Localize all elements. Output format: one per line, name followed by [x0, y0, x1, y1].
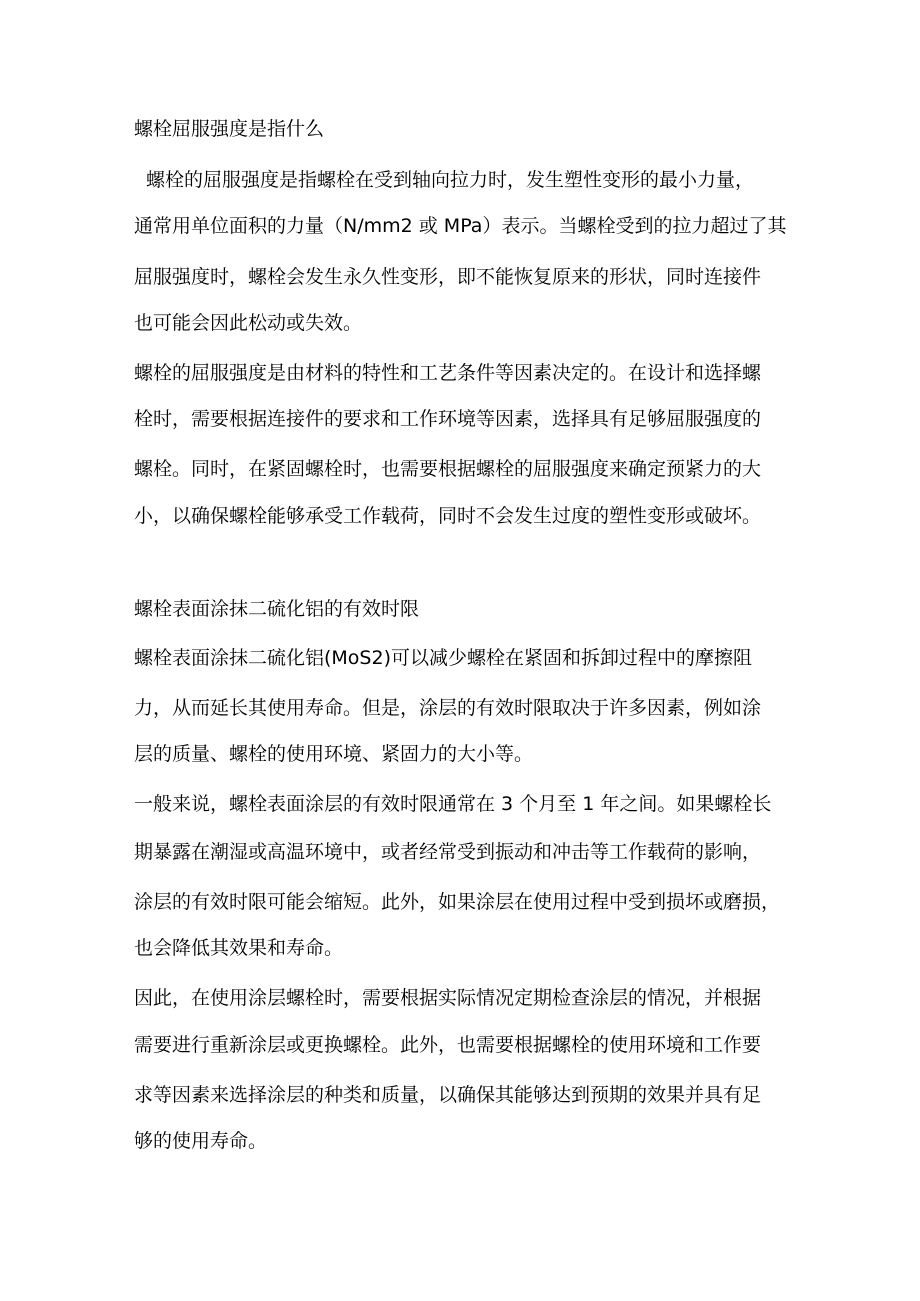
paragraph-line: 求等因素来选择涂层的种类和质量，以确保其能够达到预期的效果并具有足 [134, 1084, 762, 1106]
paragraph-line: 涂层的有效时限可能会缩短。此外，如果涂层在使用过程中受到损坏或磨损， [134, 891, 781, 913]
paragraph-line: 层的质量、螺栓的使用环境、紧固力的大小等。 [134, 743, 534, 765]
paragraph-line: 螺栓的屈服强度是指螺栓在受到轴向拉力时，发生塑性变形的最小力量， [146, 169, 755, 191]
paragraph-line: 力，从而延长其使用寿命。但是，涂层的有效时限取决于许多因素，例如涂 [134, 697, 762, 719]
paragraph-line: 小，以确保螺栓能够承受工作载荷，同时不会发生过度的塑性变形或破坏。 [134, 505, 762, 527]
paragraph-line: 一般来说，螺栓表面涂层的有效时限通常在 3 个月至 1 年之间。如果螺栓长 [134, 793, 772, 815]
paragraph-line: 够的使用寿命。 [134, 1130, 268, 1152]
paragraph-line: 期暴露在潮湿或高温环境中，或者经常受到振动和冲击等工作载荷的影响， [134, 841, 762, 863]
paragraph-line: 螺栓的屈服强度是由材料的特性和工艺条件等因素决定的。在设计和选择螺 [134, 362, 762, 384]
paragraph-line: 屈服强度时，螺栓会发生永久性变形，即不能恢复原来的形状，同时连接件 [134, 266, 762, 288]
paragraph-line: 栓时，需要根据连接件的要求和工作环境等因素，选择具有足够屈服强度的 [134, 408, 762, 430]
paragraph-line: 也可能会因此松动或失效。 [134, 312, 363, 334]
paragraph-line: 螺栓。同时，在紧固螺栓时，也需要根据螺栓的屈服强度来确定预紧力的大 [134, 458, 762, 480]
section-heading: 螺栓屈服强度是指什么 [134, 118, 325, 140]
paragraph-line: 需要进行重新涂层或更换螺栓。此外，也需要根据螺栓的使用环境和工作要 [134, 1034, 762, 1056]
paragraph-line: 也会降低其效果和寿命。 [134, 937, 344, 959]
section-heading: 螺栓表面涂抹二硫化铝的有效时限 [134, 598, 420, 620]
paragraph-line: 因此，在使用涂层螺栓时，需要根据实际情况定期检查涂层的情况，并根据 [134, 987, 762, 1009]
paragraph-line: 螺栓表面涂抹二硫化铝(MoS2)可以减少螺栓在紧固和拆卸过程中的摩擦阻 [134, 647, 752, 669]
paragraph-line: 通常用单位面积的力量（N/mm2 或 MPa）表示。当螺栓受到的拉力超过了其 [134, 215, 787, 237]
